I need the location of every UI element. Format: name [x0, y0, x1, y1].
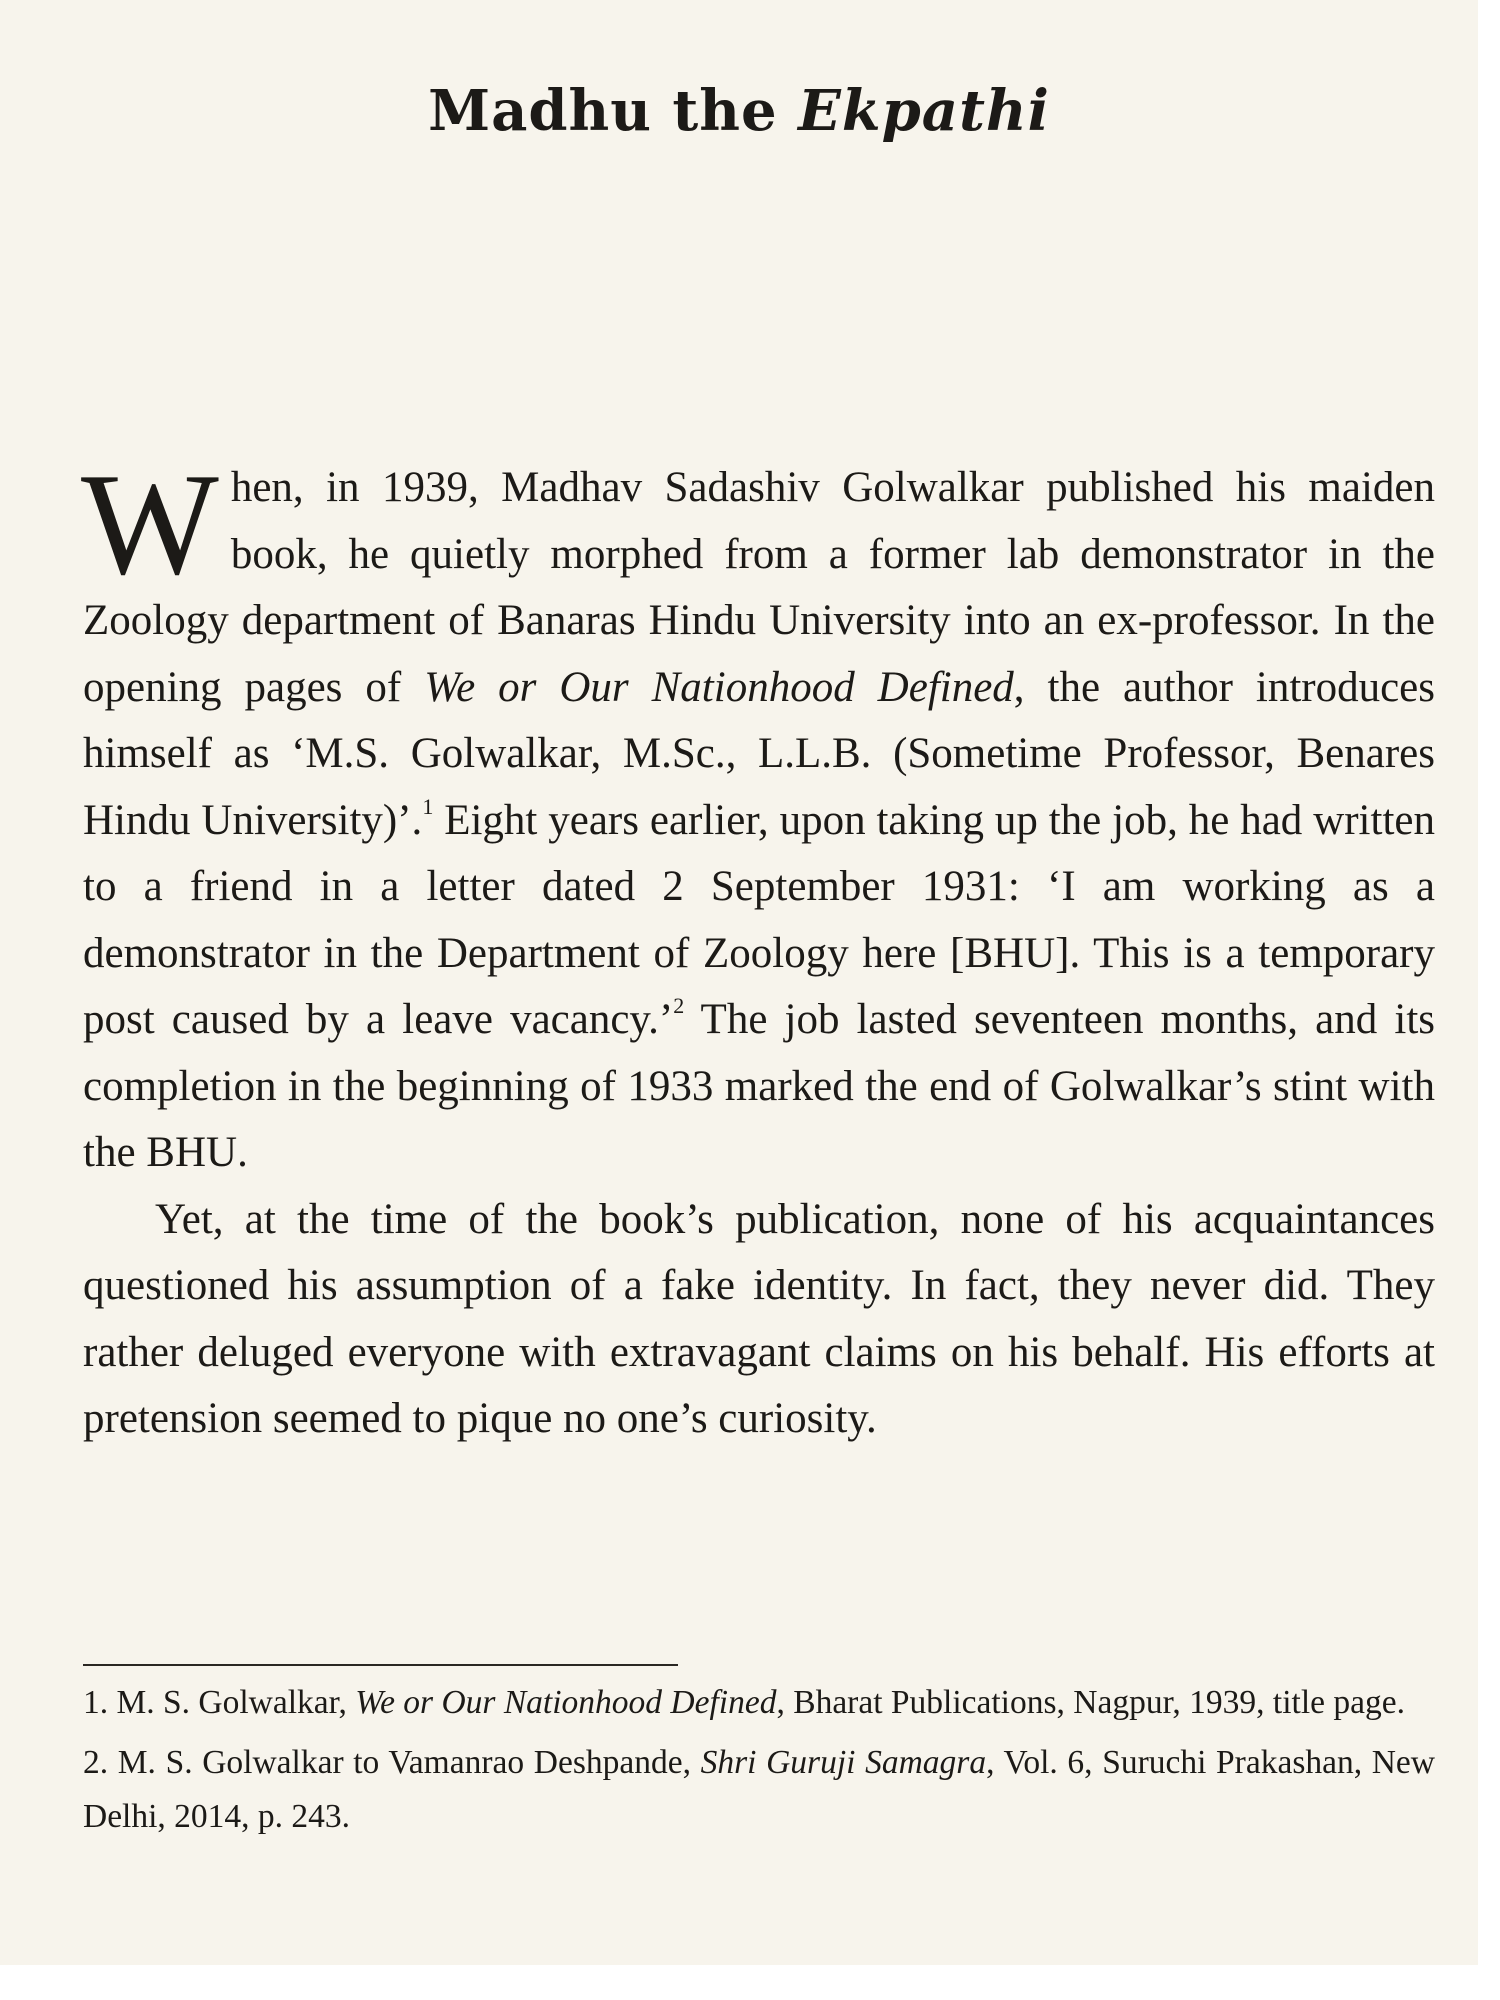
chapter-title-prefix: Madhu the	[428, 78, 799, 144]
paragraph-1-text-b: , the author introduces himself as ‘M.S. Golwalkar, M.Sc., L.L.B. (Sometime Professor, Benares Hindu University)’.	[83, 663, 1435, 844]
paragraph-1-text-c: Eight years earlier, upon taking up the job, he had written to a friend in a letter dated 2 September 1931: ‘I am working as a demonstrator in the Department of Zoology here [BHU]. This is a temporary post caused by a leave vacancy.’	[83, 796, 1435, 1043]
footnote-2-prefix: 2. M. S. Golwalkar to Vamanrao Deshpande,	[83, 1744, 701, 1781]
paragraph-2: Yet, at the time of the book’s publication, none of his acquaintances questioned his assumption of a fake identity. In fact, they never did. They rather deluged everyone with extravagant claims on his behalf. His efforts at pretension seemed to pique no one’s curiosity.	[83, 1195, 1435, 1442]
footnote-1-prefix: 1. M. S. Golwalkar,	[83, 1684, 356, 1721]
footnote-1-title: We or Our Nationhood Defined	[355, 1684, 777, 1721]
footnote-ref-2: 2	[673, 993, 685, 1018]
footnote-2	[83, 1736, 1435, 1844]
footnote-ref-1: 1	[422, 793, 434, 819]
drop-cap: W	[81, 443, 219, 605]
paragraph-1	[81, 443, 1436, 1187]
chapter-title-emphasis: Ekpathi	[798, 78, 1050, 144]
chapter-body	[81, 443, 1436, 1453]
footnote-2-title: Shri Guruji Samagra	[700, 1744, 987, 1781]
paragraph-1-text-d: The job lasted seventeen months, and its completion in the beginning of 1933 marked the end of Golwalkar’s stint with the BHU.	[83, 996, 1436, 1176]
book-title-italic: We or Our Nationhood Defined	[424, 663, 1014, 711]
chapter-title	[0, 78, 1478, 144]
footnote-2-suffix: , Vol. 6, Suruchi Prakashan, New Delhi, 2014, p. 243.	[83, 1744, 1435, 1835]
footnote-1-suffix: , Bharat Publications, Nagpur, 1939, title page.	[776, 1684, 1405, 1721]
footnote-1	[83, 1676, 1435, 1730]
footnote-divider	[83, 1664, 678, 1666]
footnotes	[83, 1676, 1435, 1850]
paragraph-1-text-a: hen, in 1939, Madhav Sadashiv Golwalkar published his maiden book, he quietly morphed from a former lab demonstrator in the Zoology department of Banaras Hindu University into an ex-professor. In the opening pages of	[83, 464, 1435, 711]
